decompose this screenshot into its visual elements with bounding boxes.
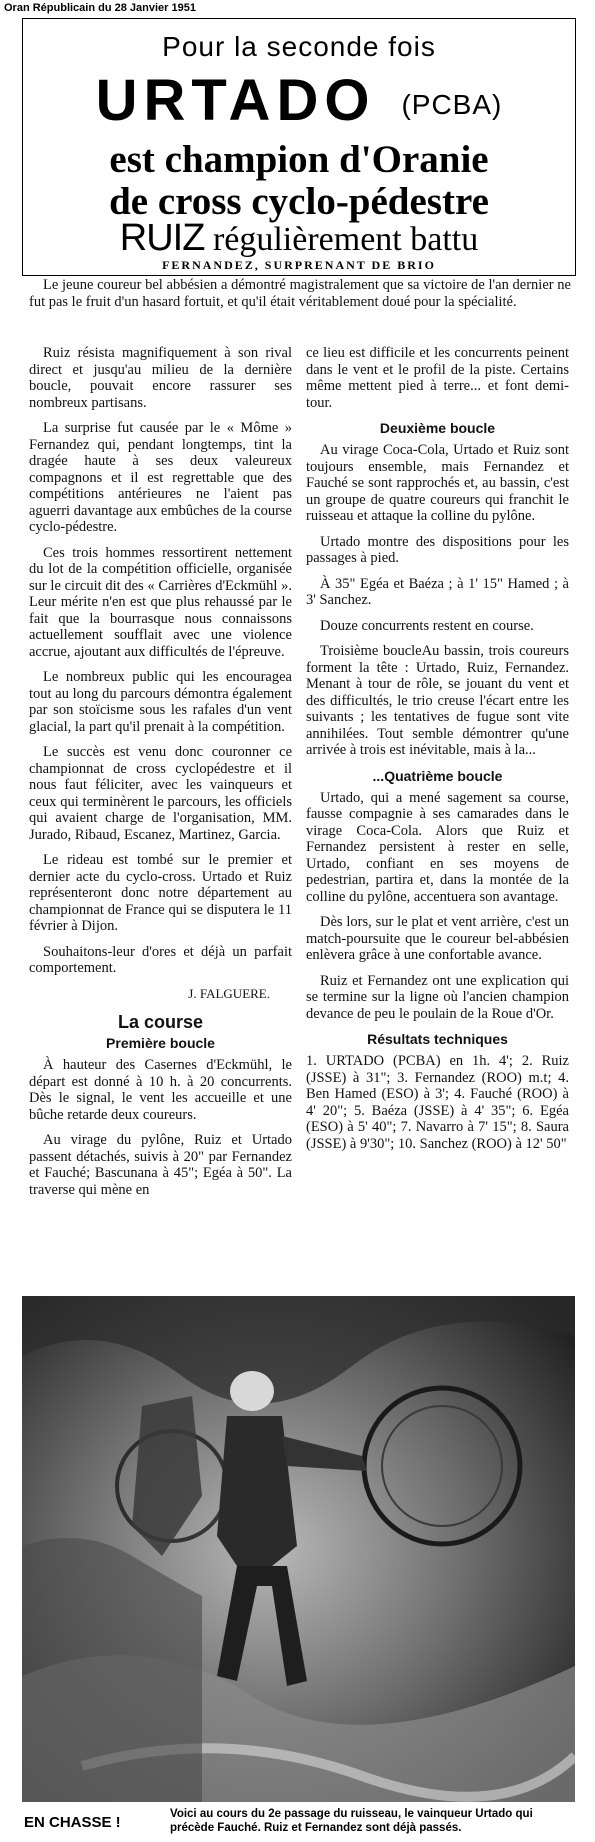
caption-text: Voici au cours du 2e passage du ruisseau, le vainqueur Urtado qui précède Fauché. Ruiz et Fernandez sont déjà passés. [170, 1808, 533, 1834]
source-line: Oran Républicain du 28 Janvier 1951 [4, 2, 196, 14]
lead-paragraph: Le jeune coureur bel abbésien a démontré magistralement que sa victoire de l'an dernier ne fut pas le fruit d'un hasard fortuit, et qu'il était véritablement doué pour la spécialité. [29, 277, 571, 310]
paragraph: Ruiz et Fernandez ont une explication qui se termine sur la ligne où l'ancien champion devance de peu le poulain de la Roue d'Or. [306, 972, 569, 1022]
headline-ruiz-rest: régulièrement battu [204, 221, 479, 258]
photo-illustration [22, 1296, 575, 1802]
headline-name-line [23, 67, 575, 134]
paragraph: Ruiz résista magnifiquement à son rival direct et jusqu'au milieu de la dernière boucle, pouvait encore rassurer ses nombreux partisans. [29, 345, 292, 411]
section-heading: La course [117, 1012, 204, 1032]
paragraph: Au virage Coca-Cola, Urtado et Ruiz sont toujours ensemble, mais Fernandez et Fauché se sont rapprochés et, au bassin, c'est un groupe de quatre coureurs qui franchit le ruisseau et attaque la colline du pylône. [306, 442, 569, 524]
subheading: Première boucle [106, 1035, 215, 1051]
paragraph: Ces trois hommes ressortirent nettement du lot de la compétition officielle, organisée sur le circuit dit des « Carrières d'Eckmühl ». Leur mérite n'en est que plus rehaussé par le fait que la bourrasque nous connaissons actuellement soufflait avec une violence accrue, ajoutant aux difficultés de l'épreuve. [29, 544, 292, 660]
paragraph: À 35" Egéa et Baéza ; à 1' 15" Hamed ; à 3' Sanchez. [306, 575, 569, 608]
paragraph: Douze concurrents restent en course. [320, 617, 534, 634]
photo-caption [22, 1802, 575, 1842]
headline-box [22, 18, 576, 276]
column-right [306, 345, 569, 1161]
headline-name: URTADO [95, 68, 376, 133]
subheading: Résultats techniques [367, 1031, 508, 1047]
paragraph: Le rideau est tombé sur le premier et dernier acte du cyclo-cross. Urtado et Ruiz représenteront donc notre département au championnat de France qui se disputera le 11 février à Dijon. [29, 852, 292, 934]
paragraph: Urtado montre des dispositions pour les passages à pied. [306, 533, 569, 566]
headline-line-4: de cross cyclo-pédestre [109, 180, 489, 223]
headline-subtitle: FERNANDEZ, SURPRENANT DE BRIO [162, 258, 436, 272]
paragraph: Souhaitons-leur d'ores et déjà un parfait comportement. [29, 943, 292, 976]
headline-ruiz: RUIZ [119, 217, 205, 259]
results-paragraph: 1. URTADO (PCBA) en 1h. 4'; 2. Ruiz (JSSE) à 31"; 3. Fernandez (ROO) m.t; 4. Ben Hamed (ESO) à 3'; 4. Fauché (ROO) à 4' 20"; 5. Baéza (JSSE) à 4' 35"; 6. Egéa (ESO) à 5' 40"; 7. Navarro à 7' 15"; 8. Saura (JSSE) à 9'30"; 10. Sanchez (ROO) à 12' 50" [306, 1053, 569, 1152]
signature: J. FALGUERE. [188, 985, 270, 1001]
paragraph: La surprise fut causée par le « Môme » Fernandez qui, pendant longtemps, tint la dragée haute à ses deux valeureux compagnons et il est regrettable que des compétitions antérieures ne l'aient pas aguerri davantage aux embûches de la course cyclo-pédestre. [29, 420, 292, 535]
paragraph: Urtado, qui a mené sagement sa course, fausse compagnie à ses camarades dans le virage Coca-Cola. Alors que Ruiz et Fernandez persistent à rester en selle, Urtado, confiant en ses moyens de pedestrian, partira et, dans la montée de la colline du pylône, accentuera son avantage. [306, 789, 569, 905]
subheading: Deuxième boucle [379, 420, 496, 436]
subheading: ...Quatrième boucle [372, 767, 503, 784]
headline-kicker: Pour la seconde fois [162, 31, 436, 62]
paragraph: Au virage du pylône, Ruiz et Urtado passent détachés, suivis à 20" par Fernandez et Fauché; Bascunana à 45"; Egéa à 50". La traverse qui mène en [29, 1132, 292, 1198]
paragraph: Le succès est venu donc couronner ce championnat de cross cyclopédestre et il nous faut féliciter, avec les vainqueurs et ceux qui terminèrent le parcours, les officiels qui avaient charge de l'organisation, MM. Jurado, Ribaud, Escanez, Martinez, Garcia. [29, 744, 292, 843]
caption-tag: EN CHASSE ! [24, 1814, 121, 1831]
column-left [29, 345, 292, 1207]
headline-line-5 [23, 217, 575, 260]
paragraph: À hauteur des Casernes d'Eckmühl, le départ est donné à 10 h. à 20 concurrents. Dès le signal, le vent les accueille et une bûche retarde deux coureurs. [29, 1057, 292, 1123]
photo-cyclists-crossing-stream [22, 1296, 575, 1802]
headline-line-3: est champion d'Oranie [109, 138, 489, 181]
paragraph: Troisième boucleAu bassin, trois coureurs forment la tête : Urtado, Ruiz, Fernandez. Menant à tour de rôle, se jouant du vent et des difficultés, le trio creuse l'écart entre les suivants ; les tentatives de fugue sont vite annihilées. Tout semble démontrer qu'une arrivée à trois est inévitable, mais à la... [306, 643, 569, 758]
paragraph: Dès lors, sur le plat et vent arrière, c'est un match-poursuite que le coureur bel-abbésien enlèvera grâce à une confortable avance. [306, 914, 569, 963]
paragraph: Le nombreux public qui les encouragea tout au long du parcours démontra également par son stoïcisme sous les rafales d'un vent glacial, la part qu'il prenait à la compétition. [29, 669, 292, 735]
paragraph: ce lieu est difficile et les concurrents peinent dans le vent et le profil de la piste. Certains même mettent pied à terre... et font demi-tour. [306, 345, 569, 411]
headline-club: (PCBA) [401, 88, 503, 120]
